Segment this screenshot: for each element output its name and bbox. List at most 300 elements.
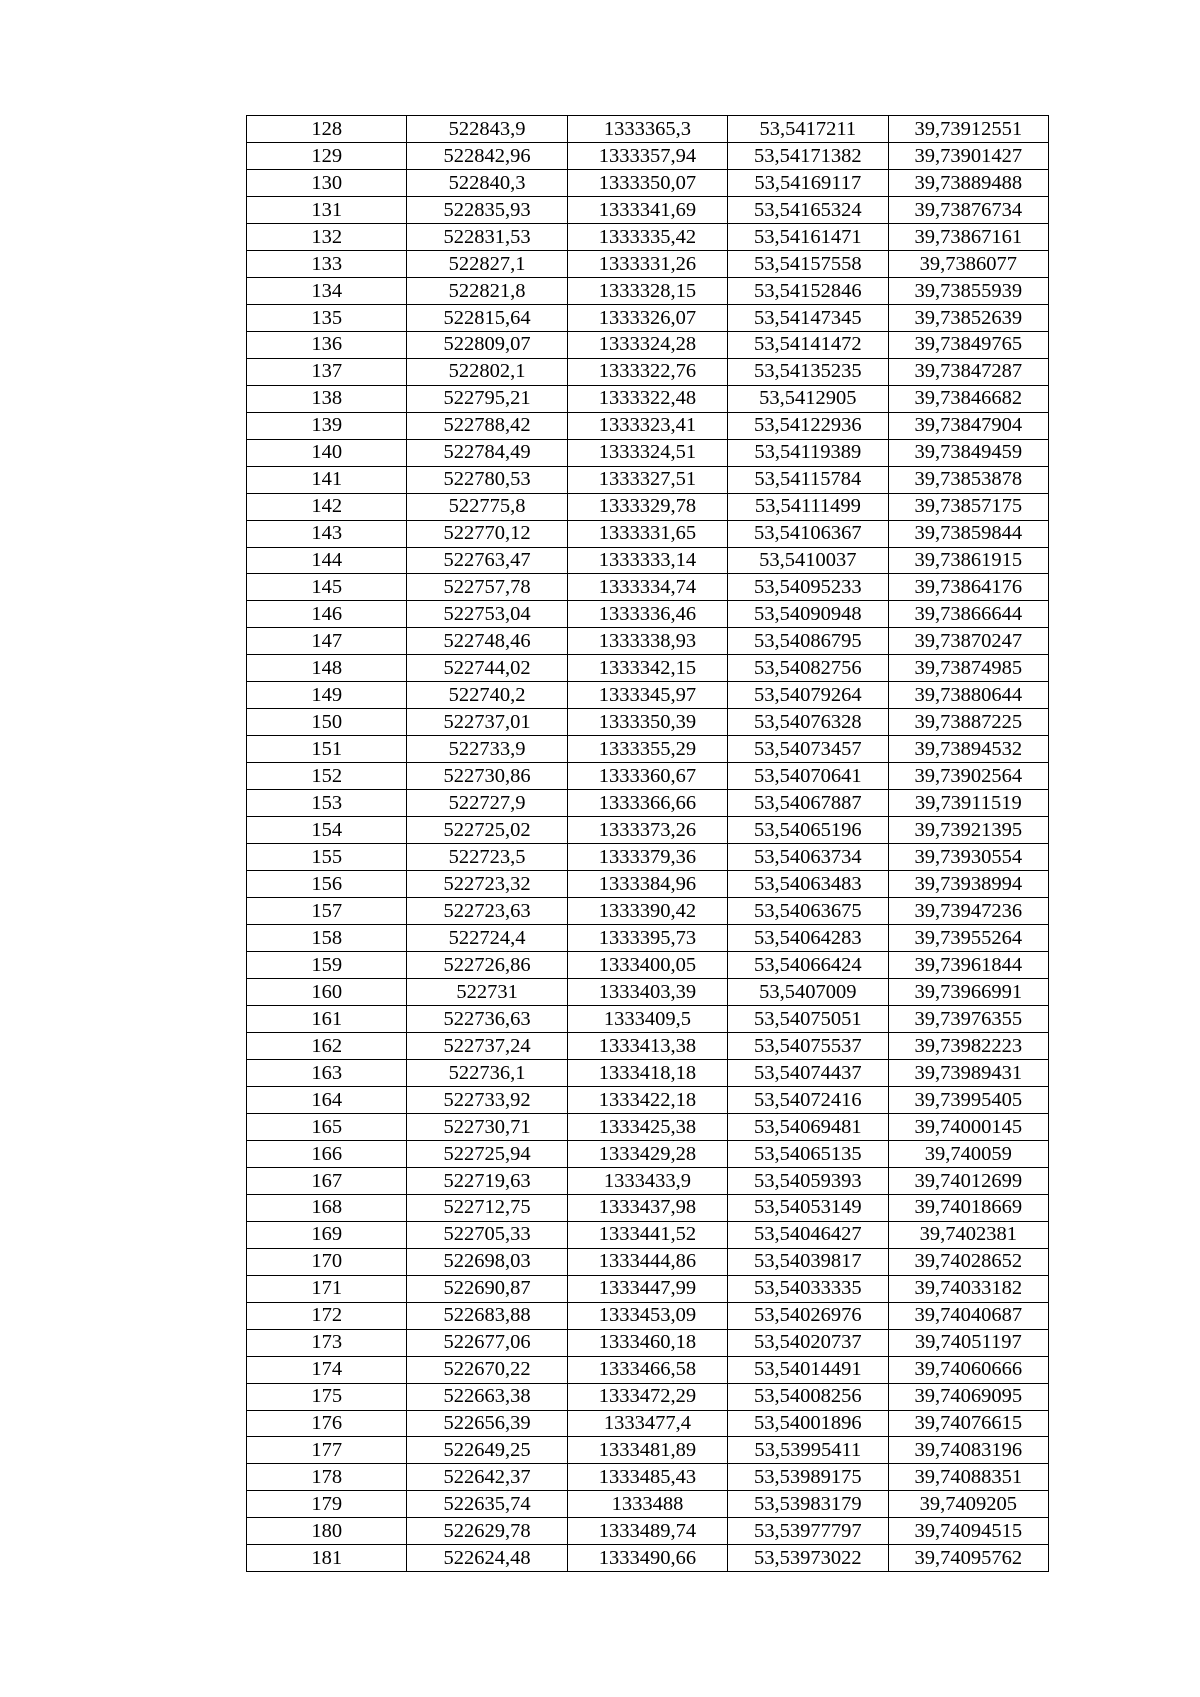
table-row (247, 1356, 1049, 1383)
latitude-cell: 53,53973022 (728, 1545, 888, 1572)
x-coordinate-cell: 522723,5 (407, 844, 567, 871)
point-number-cell: 140 (247, 439, 407, 466)
y-coordinate-cell: 1333322,76 (567, 358, 727, 385)
y-coordinate-cell: 1333345,97 (567, 682, 727, 709)
latitude-cell: 53,54039817 (728, 1248, 888, 1275)
y-coordinate-cell: 1333379,36 (567, 844, 727, 871)
latitude-cell: 53,54157558 (728, 250, 888, 277)
table-row (247, 439, 1049, 466)
x-coordinate-cell: 522815,64 (407, 304, 567, 331)
latitude-cell: 53,53977797 (728, 1518, 888, 1545)
longitude-cell: 39,73901427 (888, 142, 1048, 169)
point-number-cell: 173 (247, 1329, 407, 1356)
longitude-cell: 39,73880644 (888, 682, 1048, 709)
latitude-cell: 53,54161471 (728, 223, 888, 250)
table-row (247, 790, 1049, 817)
table-row (247, 1167, 1049, 1194)
x-coordinate-cell: 522725,02 (407, 817, 567, 844)
x-coordinate-cell: 522663,38 (407, 1383, 567, 1410)
y-coordinate-cell: 1333413,38 (567, 1032, 727, 1059)
latitude-cell: 53,54063734 (728, 844, 888, 871)
table-row (247, 466, 1049, 493)
table-row (247, 817, 1049, 844)
latitude-cell: 53,54073457 (728, 736, 888, 763)
point-number-cell: 136 (247, 331, 407, 358)
y-coordinate-cell: 1333395,73 (567, 925, 727, 952)
table-row (247, 331, 1049, 358)
table-row (247, 898, 1049, 925)
x-coordinate-cell: 522784,49 (407, 439, 567, 466)
x-coordinate-cell: 522677,06 (407, 1329, 567, 1356)
x-coordinate-cell: 522840,3 (407, 169, 567, 196)
point-number-cell: 138 (247, 385, 407, 412)
y-coordinate-cell: 1333329,78 (567, 493, 727, 520)
y-coordinate-cell: 1333472,29 (567, 1383, 727, 1410)
longitude-cell: 39,74012699 (888, 1167, 1048, 1194)
x-coordinate-cell: 522730,71 (407, 1113, 567, 1140)
table-row (247, 277, 1049, 304)
x-coordinate-cell: 522835,93 (407, 196, 567, 223)
y-coordinate-cell: 1333433,9 (567, 1167, 727, 1194)
point-number-cell: 130 (247, 169, 407, 196)
x-coordinate-cell: 522809,07 (407, 331, 567, 358)
y-coordinate-cell: 1333365,3 (567, 116, 727, 143)
longitude-cell: 39,74069095 (888, 1383, 1048, 1410)
point-number-cell: 172 (247, 1302, 407, 1329)
longitude-cell: 39,73911519 (888, 790, 1048, 817)
point-number-cell: 178 (247, 1464, 407, 1491)
latitude-cell: 53,54075051 (728, 1005, 888, 1032)
y-coordinate-cell: 1333453,09 (567, 1302, 727, 1329)
y-coordinate-cell: 1333338,93 (567, 628, 727, 655)
point-number-cell: 146 (247, 601, 407, 628)
longitude-cell: 39,73864176 (888, 574, 1048, 601)
longitude-cell: 39,73861915 (888, 547, 1048, 574)
table-row (247, 1248, 1049, 1275)
latitude-cell: 53,54095233 (728, 574, 888, 601)
point-number-cell: 160 (247, 979, 407, 1006)
table-row (247, 223, 1049, 250)
x-coordinate-cell: 522719,63 (407, 1167, 567, 1194)
y-coordinate-cell: 1333418,18 (567, 1059, 727, 1086)
table-row (247, 709, 1049, 736)
point-number-cell: 153 (247, 790, 407, 817)
y-coordinate-cell: 1333334,74 (567, 574, 727, 601)
table-row (247, 1545, 1049, 1572)
table-row (247, 1383, 1049, 1410)
y-coordinate-cell: 1333384,96 (567, 871, 727, 898)
latitude-cell: 53,53983179 (728, 1491, 888, 1518)
table-row (247, 682, 1049, 709)
x-coordinate-cell: 522788,42 (407, 412, 567, 439)
longitude-cell: 39,74033182 (888, 1275, 1048, 1302)
point-number-cell: 165 (247, 1113, 407, 1140)
x-coordinate-cell: 522753,04 (407, 601, 567, 628)
x-coordinate-cell: 522725,94 (407, 1140, 567, 1167)
y-coordinate-cell: 1333326,07 (567, 304, 727, 331)
y-coordinate-cell: 1333336,46 (567, 601, 727, 628)
y-coordinate-cell: 1333324,28 (567, 331, 727, 358)
latitude-cell: 53,54065135 (728, 1140, 888, 1167)
table-row (247, 547, 1049, 574)
point-number-cell: 171 (247, 1275, 407, 1302)
x-coordinate-cell: 522649,25 (407, 1437, 567, 1464)
longitude-cell: 39,73894532 (888, 736, 1048, 763)
latitude-cell: 53,5417211 (728, 116, 888, 143)
x-coordinate-cell: 522683,88 (407, 1302, 567, 1329)
table-row (247, 1059, 1049, 1086)
y-coordinate-cell: 1333331,65 (567, 520, 727, 547)
point-number-cell: 141 (247, 466, 407, 493)
latitude-cell: 53,54070641 (728, 763, 888, 790)
longitude-cell: 39,73870247 (888, 628, 1048, 655)
table-row (247, 1491, 1049, 1518)
table-row (247, 979, 1049, 1006)
latitude-cell: 53,54063675 (728, 898, 888, 925)
latitude-cell: 53,54069481 (728, 1113, 888, 1140)
table-row (247, 1194, 1049, 1221)
x-coordinate-cell: 522763,47 (407, 547, 567, 574)
y-coordinate-cell: 1333444,86 (567, 1248, 727, 1275)
longitude-cell: 39,74094515 (888, 1518, 1048, 1545)
longitude-cell: 39,73921395 (888, 817, 1048, 844)
latitude-cell: 53,54122936 (728, 412, 888, 439)
latitude-cell: 53,54169117 (728, 169, 888, 196)
longitude-cell: 39,73852639 (888, 304, 1048, 331)
longitude-cell: 39,73938994 (888, 871, 1048, 898)
x-coordinate-cell: 522656,39 (407, 1410, 567, 1437)
y-coordinate-cell: 1333409,5 (567, 1005, 727, 1032)
latitude-cell: 53,54053149 (728, 1194, 888, 1221)
x-coordinate-cell: 522770,12 (407, 520, 567, 547)
latitude-cell: 53,54141472 (728, 331, 888, 358)
y-coordinate-cell: 1333390,42 (567, 898, 727, 925)
point-number-cell: 147 (247, 628, 407, 655)
point-number-cell: 180 (247, 1518, 407, 1545)
table-row (247, 628, 1049, 655)
longitude-cell: 39,73853878 (888, 466, 1048, 493)
point-number-cell: 142 (247, 493, 407, 520)
latitude-cell: 53,54064283 (728, 925, 888, 952)
longitude-cell: 39,74088351 (888, 1464, 1048, 1491)
y-coordinate-cell: 1333360,67 (567, 763, 727, 790)
point-number-cell: 175 (247, 1383, 407, 1410)
latitude-cell: 53,54086795 (728, 628, 888, 655)
y-coordinate-cell: 1333341,69 (567, 196, 727, 223)
latitude-cell: 53,54082756 (728, 655, 888, 682)
table-row (247, 142, 1049, 169)
point-number-cell: 163 (247, 1059, 407, 1086)
latitude-cell: 53,54111499 (728, 493, 888, 520)
latitude-cell: 53,54072416 (728, 1086, 888, 1113)
point-number-cell: 143 (247, 520, 407, 547)
y-coordinate-cell: 1333441,52 (567, 1221, 727, 1248)
longitude-cell: 39,73982223 (888, 1032, 1048, 1059)
y-coordinate-cell: 1333350,07 (567, 169, 727, 196)
latitude-cell: 53,54059393 (728, 1167, 888, 1194)
x-coordinate-cell: 522629,78 (407, 1518, 567, 1545)
longitude-cell: 39,740059 (888, 1140, 1048, 1167)
longitude-cell: 39,73912551 (888, 116, 1048, 143)
point-number-cell: 179 (247, 1491, 407, 1518)
y-coordinate-cell: 1333429,28 (567, 1140, 727, 1167)
point-number-cell: 167 (247, 1167, 407, 1194)
longitude-cell: 39,74028652 (888, 1248, 1048, 1275)
latitude-cell: 53,54065196 (728, 817, 888, 844)
x-coordinate-cell: 522748,46 (407, 628, 567, 655)
latitude-cell: 53,54014491 (728, 1356, 888, 1383)
y-coordinate-cell: 1333422,18 (567, 1086, 727, 1113)
coordinates-table-body (247, 116, 1049, 1572)
latitude-cell: 53,53995411 (728, 1437, 888, 1464)
x-coordinate-cell: 522723,63 (407, 898, 567, 925)
longitude-cell: 39,74000145 (888, 1113, 1048, 1140)
x-coordinate-cell: 522827,1 (407, 250, 567, 277)
point-number-cell: 154 (247, 817, 407, 844)
point-number-cell: 134 (247, 277, 407, 304)
longitude-cell: 39,73976355 (888, 1005, 1048, 1032)
longitude-cell: 39,73955264 (888, 925, 1048, 952)
x-coordinate-cell: 522690,87 (407, 1275, 567, 1302)
point-number-cell: 158 (247, 925, 407, 952)
x-coordinate-cell: 522831,53 (407, 223, 567, 250)
table-row (247, 1464, 1049, 1491)
y-coordinate-cell: 1333327,51 (567, 466, 727, 493)
point-number-cell: 131 (247, 196, 407, 223)
table-row (247, 1410, 1049, 1437)
y-coordinate-cell: 1333488 (567, 1491, 727, 1518)
table-row (247, 169, 1049, 196)
x-coordinate-cell: 522802,1 (407, 358, 567, 385)
x-coordinate-cell: 522737,24 (407, 1032, 567, 1059)
latitude-cell: 53,53989175 (728, 1464, 888, 1491)
table-row (247, 1086, 1049, 1113)
x-coordinate-cell: 522723,32 (407, 871, 567, 898)
x-coordinate-cell: 522698,03 (407, 1248, 567, 1275)
point-number-cell: 151 (247, 736, 407, 763)
table-row (247, 1275, 1049, 1302)
x-coordinate-cell: 522705,33 (407, 1221, 567, 1248)
longitude-cell: 39,74060666 (888, 1356, 1048, 1383)
table-row (247, 1302, 1049, 1329)
point-number-cell: 149 (247, 682, 407, 709)
y-coordinate-cell: 1333373,26 (567, 817, 727, 844)
table-row (247, 493, 1049, 520)
y-coordinate-cell: 1333333,14 (567, 547, 727, 574)
y-coordinate-cell: 1333335,42 (567, 223, 727, 250)
point-number-cell: 148 (247, 655, 407, 682)
longitude-cell: 39,74095762 (888, 1545, 1048, 1572)
latitude-cell: 53,54076328 (728, 709, 888, 736)
point-number-cell: 139 (247, 412, 407, 439)
point-number-cell: 132 (247, 223, 407, 250)
table-row (247, 763, 1049, 790)
latitude-cell: 53,54066424 (728, 952, 888, 979)
longitude-cell: 39,73947236 (888, 898, 1048, 925)
point-number-cell: 144 (247, 547, 407, 574)
point-number-cell: 156 (247, 871, 407, 898)
longitude-cell: 39,74076615 (888, 1410, 1048, 1437)
y-coordinate-cell: 1333331,26 (567, 250, 727, 277)
longitude-cell: 39,7386077 (888, 250, 1048, 277)
table-row (247, 925, 1049, 952)
x-coordinate-cell: 522733,92 (407, 1086, 567, 1113)
y-coordinate-cell: 1333403,39 (567, 979, 727, 1006)
y-coordinate-cell: 1333490,66 (567, 1545, 727, 1572)
point-number-cell: 159 (247, 952, 407, 979)
latitude-cell: 53,54046427 (728, 1221, 888, 1248)
x-coordinate-cell: 522635,74 (407, 1491, 567, 1518)
table-row (247, 1329, 1049, 1356)
latitude-cell: 53,54033335 (728, 1275, 888, 1302)
x-coordinate-cell: 522624,48 (407, 1545, 567, 1572)
point-number-cell: 169 (247, 1221, 407, 1248)
x-coordinate-cell: 522740,2 (407, 682, 567, 709)
y-coordinate-cell: 1333342,15 (567, 655, 727, 682)
y-coordinate-cell: 1333324,51 (567, 439, 727, 466)
y-coordinate-cell: 1333466,58 (567, 1356, 727, 1383)
table-row (247, 1518, 1049, 1545)
table-row (247, 116, 1049, 143)
point-number-cell: 135 (247, 304, 407, 331)
x-coordinate-cell: 522670,22 (407, 1356, 567, 1383)
x-coordinate-cell: 522757,78 (407, 574, 567, 601)
latitude-cell: 53,54152846 (728, 277, 888, 304)
table-row (247, 574, 1049, 601)
x-coordinate-cell: 522712,75 (407, 1194, 567, 1221)
latitude-cell: 53,54026976 (728, 1302, 888, 1329)
longitude-cell: 39,74040687 (888, 1302, 1048, 1329)
point-number-cell: 168 (247, 1194, 407, 1221)
table-row (247, 412, 1049, 439)
y-coordinate-cell: 1333485,43 (567, 1464, 727, 1491)
longitude-cell: 39,73876734 (888, 196, 1048, 223)
y-coordinate-cell: 1333355,29 (567, 736, 727, 763)
table-row (247, 601, 1049, 628)
x-coordinate-cell: 522744,02 (407, 655, 567, 682)
x-coordinate-cell: 522726,86 (407, 952, 567, 979)
table-row (247, 871, 1049, 898)
latitude-cell: 53,54135235 (728, 358, 888, 385)
latitude-cell: 53,54063483 (728, 871, 888, 898)
longitude-cell: 39,74083196 (888, 1437, 1048, 1464)
point-number-cell: 128 (247, 116, 407, 143)
longitude-cell: 39,73961844 (888, 952, 1048, 979)
point-number-cell: 129 (247, 142, 407, 169)
longitude-cell: 39,7409205 (888, 1491, 1048, 1518)
longitude-cell: 39,73859844 (888, 520, 1048, 547)
longitude-cell: 39,73849765 (888, 331, 1048, 358)
table-row (247, 1113, 1049, 1140)
y-coordinate-cell: 1333357,94 (567, 142, 727, 169)
point-number-cell: 177 (247, 1437, 407, 1464)
x-coordinate-cell: 522736,1 (407, 1059, 567, 1086)
x-coordinate-cell: 522736,63 (407, 1005, 567, 1032)
longitude-cell: 39,73857175 (888, 493, 1048, 520)
x-coordinate-cell: 522843,9 (407, 116, 567, 143)
latitude-cell: 53,54075537 (728, 1032, 888, 1059)
point-number-cell: 181 (247, 1545, 407, 1572)
table-row (247, 520, 1049, 547)
longitude-cell: 39,73874985 (888, 655, 1048, 682)
y-coordinate-cell: 1333437,98 (567, 1194, 727, 1221)
longitude-cell: 39,7402381 (888, 1221, 1048, 1248)
x-coordinate-cell: 522737,01 (407, 709, 567, 736)
y-coordinate-cell: 1333425,38 (567, 1113, 727, 1140)
longitude-cell: 39,73889488 (888, 169, 1048, 196)
latitude-cell: 53,5410037 (728, 547, 888, 574)
x-coordinate-cell: 522642,37 (407, 1464, 567, 1491)
table-row (247, 250, 1049, 277)
latitude-cell: 53,54171382 (728, 142, 888, 169)
point-number-cell: 145 (247, 574, 407, 601)
table-row (247, 1140, 1049, 1167)
longitude-cell: 39,74018669 (888, 1194, 1048, 1221)
latitude-cell: 53,54074437 (728, 1059, 888, 1086)
longitude-cell: 39,73867161 (888, 223, 1048, 250)
x-coordinate-cell: 522733,9 (407, 736, 567, 763)
y-coordinate-cell: 1333328,15 (567, 277, 727, 304)
y-coordinate-cell: 1333460,18 (567, 1329, 727, 1356)
latitude-cell: 53,54165324 (728, 196, 888, 223)
x-coordinate-cell: 522730,86 (407, 763, 567, 790)
coordinates-table (246, 115, 1049, 1572)
x-coordinate-cell: 522775,8 (407, 493, 567, 520)
latitude-cell: 53,54020737 (728, 1329, 888, 1356)
point-number-cell: 162 (247, 1032, 407, 1059)
point-number-cell: 133 (247, 250, 407, 277)
latitude-cell: 53,54147345 (728, 304, 888, 331)
y-coordinate-cell: 1333489,74 (567, 1518, 727, 1545)
longitude-cell: 39,73847904 (888, 412, 1048, 439)
y-coordinate-cell: 1333400,05 (567, 952, 727, 979)
table-row (247, 844, 1049, 871)
table-row (247, 736, 1049, 763)
longitude-cell: 39,73855939 (888, 277, 1048, 304)
point-number-cell: 150 (247, 709, 407, 736)
x-coordinate-cell: 522731 (407, 979, 567, 1006)
point-number-cell: 166 (247, 1140, 407, 1167)
latitude-cell: 53,54115784 (728, 466, 888, 493)
longitude-cell: 39,73966991 (888, 979, 1048, 1006)
longitude-cell: 39,73866644 (888, 601, 1048, 628)
table-row (247, 196, 1049, 223)
point-number-cell: 155 (247, 844, 407, 871)
y-coordinate-cell: 1333350,39 (567, 709, 727, 736)
table-row (247, 952, 1049, 979)
latitude-cell: 53,5412905 (728, 385, 888, 412)
y-coordinate-cell: 1333366,66 (567, 790, 727, 817)
latitude-cell: 53,54001896 (728, 1410, 888, 1437)
y-coordinate-cell: 1333481,89 (567, 1437, 727, 1464)
longitude-cell: 39,73989431 (888, 1059, 1048, 1086)
longitude-cell: 39,73847287 (888, 358, 1048, 385)
point-number-cell: 176 (247, 1410, 407, 1437)
point-number-cell: 170 (247, 1248, 407, 1275)
table-row (247, 385, 1049, 412)
y-coordinate-cell: 1333447,99 (567, 1275, 727, 1302)
table-row (247, 304, 1049, 331)
latitude-cell: 53,54067887 (728, 790, 888, 817)
table-row (247, 1221, 1049, 1248)
table-row (247, 1005, 1049, 1032)
x-coordinate-cell: 522821,8 (407, 277, 567, 304)
longitude-cell: 39,73995405 (888, 1086, 1048, 1113)
point-number-cell: 152 (247, 763, 407, 790)
longitude-cell: 39,73849459 (888, 439, 1048, 466)
longitude-cell: 39,73902564 (888, 763, 1048, 790)
latitude-cell: 53,54079264 (728, 682, 888, 709)
